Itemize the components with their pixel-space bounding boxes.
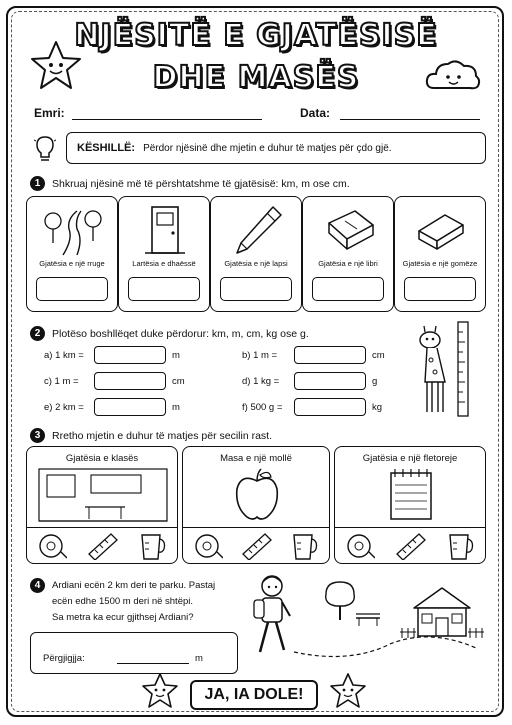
question-4-line-1: Ardiani ecën 2 km deri te parku. Pastaj <box>52 580 216 591</box>
q1-caption-door: Lartësia e dhaëssë <box>132 259 196 268</box>
smiling-star-icon <box>28 40 84 92</box>
q3-panel-title-notebook: Gjatësia e një fletoreje <box>362 453 458 464</box>
measuring-cup-icon[interactable] <box>289 531 319 561</box>
q1-answer-book[interactable] <box>312 277 384 301</box>
pencil-icon <box>227 203 287 257</box>
title-line-1: NJËSITË E GJATËSISË <box>74 18 438 53</box>
tip-label: KËSHILLË: <box>77 142 136 154</box>
apple-icon <box>231 467 283 523</box>
q1-card-book <box>302 196 394 312</box>
name-field[interactable] <box>72 119 262 120</box>
notebook-icon <box>385 467 437 523</box>
q3-panel-notebook <box>334 446 486 564</box>
date-field[interactable] <box>340 119 480 120</box>
q3-tools-notebook <box>335 527 485 565</box>
q2-item-a-label: a) 1 km = <box>44 350 84 361</box>
q1-answer-eraser[interactable] <box>404 277 476 301</box>
book-icon <box>319 203 379 257</box>
title-line-2: DHE MASËS <box>152 60 360 95</box>
door-icon <box>135 203 195 257</box>
question-1-number: 1 <box>30 176 45 191</box>
question-2-prompt: Plotëso boshllëqet duke përdorur: km, m, cm, kg ose g. <box>52 328 309 340</box>
ruler-icon[interactable] <box>395 532 427 560</box>
ruler-icon[interactable] <box>241 532 273 560</box>
smiling-star-icon <box>140 672 180 710</box>
tape-measure-icon[interactable] <box>345 532 375 560</box>
q2-item-b-label: b) 1 m = <box>242 350 278 361</box>
q1-card-pencil <box>210 196 302 312</box>
q1-card-road <box>26 196 118 312</box>
lightbulb-icon <box>34 134 56 164</box>
q3-panel-title-classroom: Gjatësia e klasës <box>65 453 139 464</box>
q3-panel-title-apple: Masa e një mollë <box>220 453 292 464</box>
footer-banner: JA, IA DOLE! <box>190 680 318 710</box>
tip-text: Përdor njësinë dhe mjetin e duhur të matjes për çdo gjë. <box>143 142 392 154</box>
name-label: Emri: <box>34 106 65 120</box>
q1-caption-book: Gjatësia e një libri <box>318 259 378 268</box>
question-3-number: 3 <box>30 428 45 443</box>
bench-icon <box>354 610 382 628</box>
question-2-number: 2 <box>30 326 45 341</box>
q3-tools-apple <box>183 527 329 565</box>
q4-answer-label: Përgjigjja: <box>43 653 85 664</box>
q2-item-e-input[interactable] <box>94 398 166 416</box>
q4-answer-box <box>30 632 238 674</box>
question-4-number: 4 <box>30 578 45 593</box>
q1-caption-pencil: Gjatësia e një lapsi <box>224 259 288 268</box>
q3-panel-classroom <box>26 446 178 564</box>
q1-caption-road: Gjatësia e një rruge <box>39 259 105 268</box>
q2-item-d-unit: g <box>372 376 378 387</box>
q3-tools-classroom <box>27 527 177 565</box>
measuring-cup-icon[interactable] <box>445 531 475 561</box>
q2-item-b-unit: cm <box>372 350 385 361</box>
question-3-prompt: Rretho mjetin e duhur të matjes për secilin rast. <box>52 430 273 442</box>
giraffe-icon <box>410 320 480 420</box>
q2-item-d-input[interactable] <box>294 372 366 390</box>
smiling-cloud-icon <box>424 56 482 94</box>
q2-item-e-label: e) 2 km = <box>44 402 84 413</box>
classroom-icon <box>35 467 171 525</box>
q2-item-c-label: c) 1 m = <box>44 376 79 387</box>
q3-panel-apple <box>182 446 330 564</box>
question-4-line-2: ecën edhe 1500 m deri në shtëpi. <box>52 596 194 607</box>
q2-item-e-unit: m <box>172 402 180 413</box>
q1-card-door <box>118 196 210 312</box>
q1-answer-pencil[interactable] <box>220 277 292 301</box>
q2-item-f-label: f) 500 g = <box>242 402 283 413</box>
tape-measure-icon[interactable] <box>37 532 67 560</box>
q2-item-c-input[interactable] <box>94 372 166 390</box>
question-4-line-3: Sa metra ka ecur gjithsej Ardiani? <box>52 612 194 623</box>
q2-item-d-label: d) 1 kg = <box>242 376 280 387</box>
q2-item-f-input[interactable] <box>294 398 366 416</box>
ruler-icon[interactable] <box>87 532 119 560</box>
question-1-prompt: Shkruaj njësinë më të përshtatshme të gjatësisë: km, m ose cm. <box>52 178 350 190</box>
road-icon <box>43 203 103 257</box>
q2-item-a-unit: m <box>172 350 180 361</box>
tip-box <box>66 132 486 164</box>
q1-answer-road[interactable] <box>36 277 108 301</box>
house-icon <box>400 584 484 640</box>
date-label: Data: <box>300 106 331 120</box>
q2-item-f-unit: kg <box>372 402 383 413</box>
smiling-star-icon <box>328 672 368 710</box>
q4-answer-unit: m <box>195 653 203 664</box>
q2-item-c-unit: cm <box>172 376 185 387</box>
walking-boy-icon <box>248 572 296 660</box>
q1-card-eraser <box>394 196 486 312</box>
q2-item-a-input[interactable] <box>94 346 166 364</box>
q2-item-b-input[interactable] <box>294 346 366 364</box>
eraser-icon <box>411 203 471 257</box>
q1-answer-door[interactable] <box>128 277 200 301</box>
q4-answer-field[interactable] <box>117 663 189 664</box>
tape-measure-icon[interactable] <box>193 532 223 560</box>
measuring-cup-icon[interactable] <box>137 531 167 561</box>
q1-caption-eraser: Gjatësia e një gomëze <box>402 259 478 268</box>
